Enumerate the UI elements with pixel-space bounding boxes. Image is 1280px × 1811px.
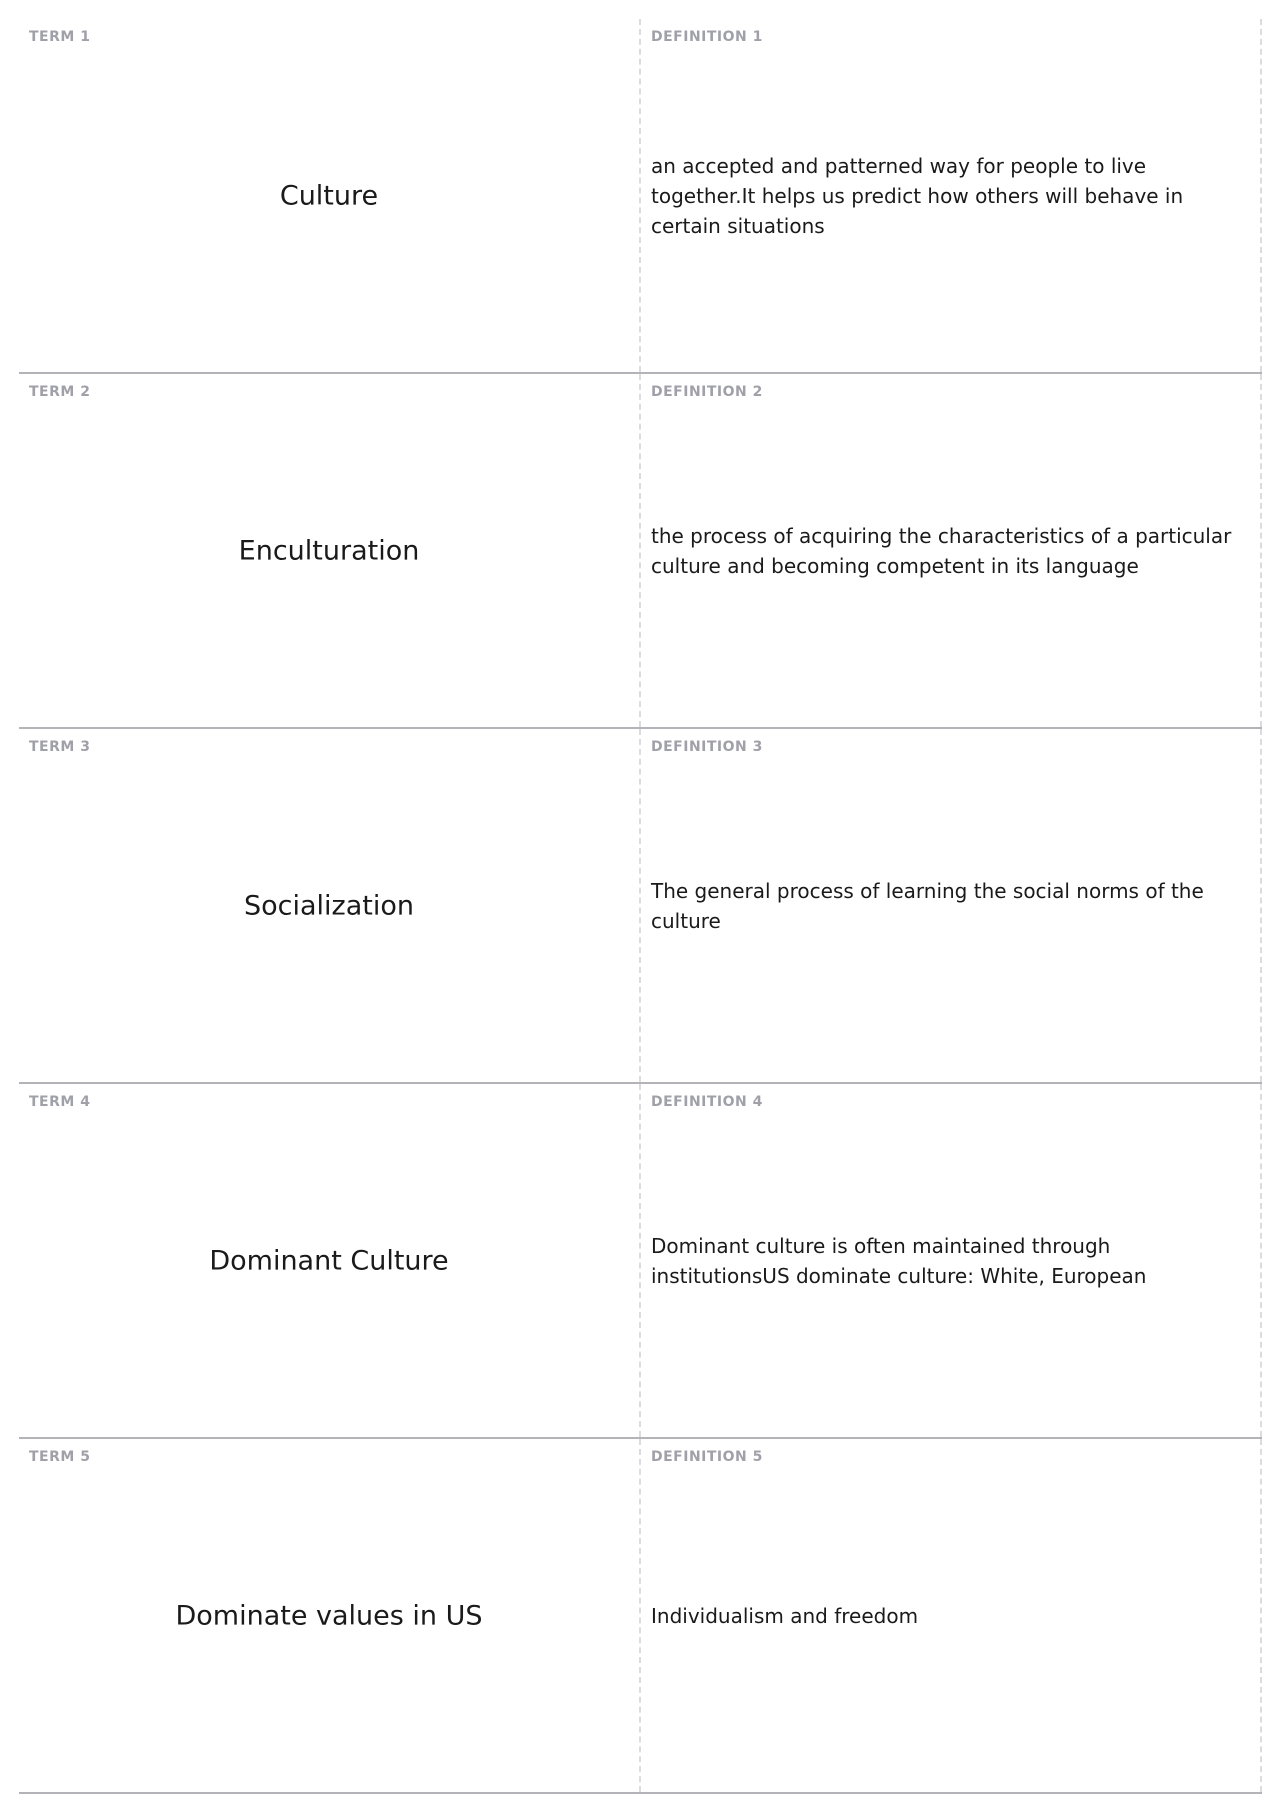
term-text: Enculturation (238, 535, 420, 566)
definition-text: Individualism and freedom (651, 1603, 919, 1628)
term-text: Dominate values in US (175, 1600, 483, 1631)
term-cell (19, 1439, 641, 1792)
term-cell (19, 729, 641, 1082)
term-text: Culture (279, 180, 379, 211)
term-text: Dominant Culture (209, 1245, 449, 1276)
term-cell (19, 19, 641, 372)
definition-label: DEFINITION 3 (651, 739, 763, 755)
definition-text: Dominant culture is often maintained through institutionsUS dominate culture: White, European (651, 1233, 1147, 1288)
flashcard-row-1 (19, 19, 1262, 374)
term-text: Socialization (244, 890, 414, 921)
definition-cell (641, 1084, 1262, 1437)
flashcard-row-5 (19, 1439, 1262, 1794)
definition-text: The general process of learning the social norms of the culture (651, 878, 1204, 933)
term-label: TERM 3 (29, 739, 91, 755)
definition-label: DEFINITION 4 (651, 1094, 763, 1110)
flashcard-row-4 (19, 1084, 1262, 1439)
flashcard-row-3 (19, 729, 1262, 1084)
term-label: TERM 4 (29, 1094, 91, 1110)
flashcard-sheet (19, 19, 1262, 1794)
term-label: TERM 1 (29, 29, 91, 45)
definition-text: the process of acquiring the characteristics of a particular culture and becoming competent in its language (651, 523, 1232, 578)
term-cell (19, 374, 641, 727)
definition-label: DEFINITION 1 (651, 29, 763, 45)
definition-label: DEFINITION 5 (651, 1449, 763, 1465)
term-label: TERM 5 (29, 1449, 91, 1465)
definition-cell (641, 1439, 1262, 1792)
definition-text: an accepted and patterned way for people to live together.It helps us predict how others will behave in certain situations (651, 153, 1184, 238)
definition-cell (641, 729, 1262, 1082)
term-cell (19, 1084, 641, 1437)
term-label: TERM 2 (29, 384, 91, 400)
definition-cell (641, 374, 1262, 727)
flashcard-row-2 (19, 374, 1262, 729)
definition-label: DEFINITION 2 (651, 384, 763, 400)
definition-cell (641, 19, 1262, 372)
